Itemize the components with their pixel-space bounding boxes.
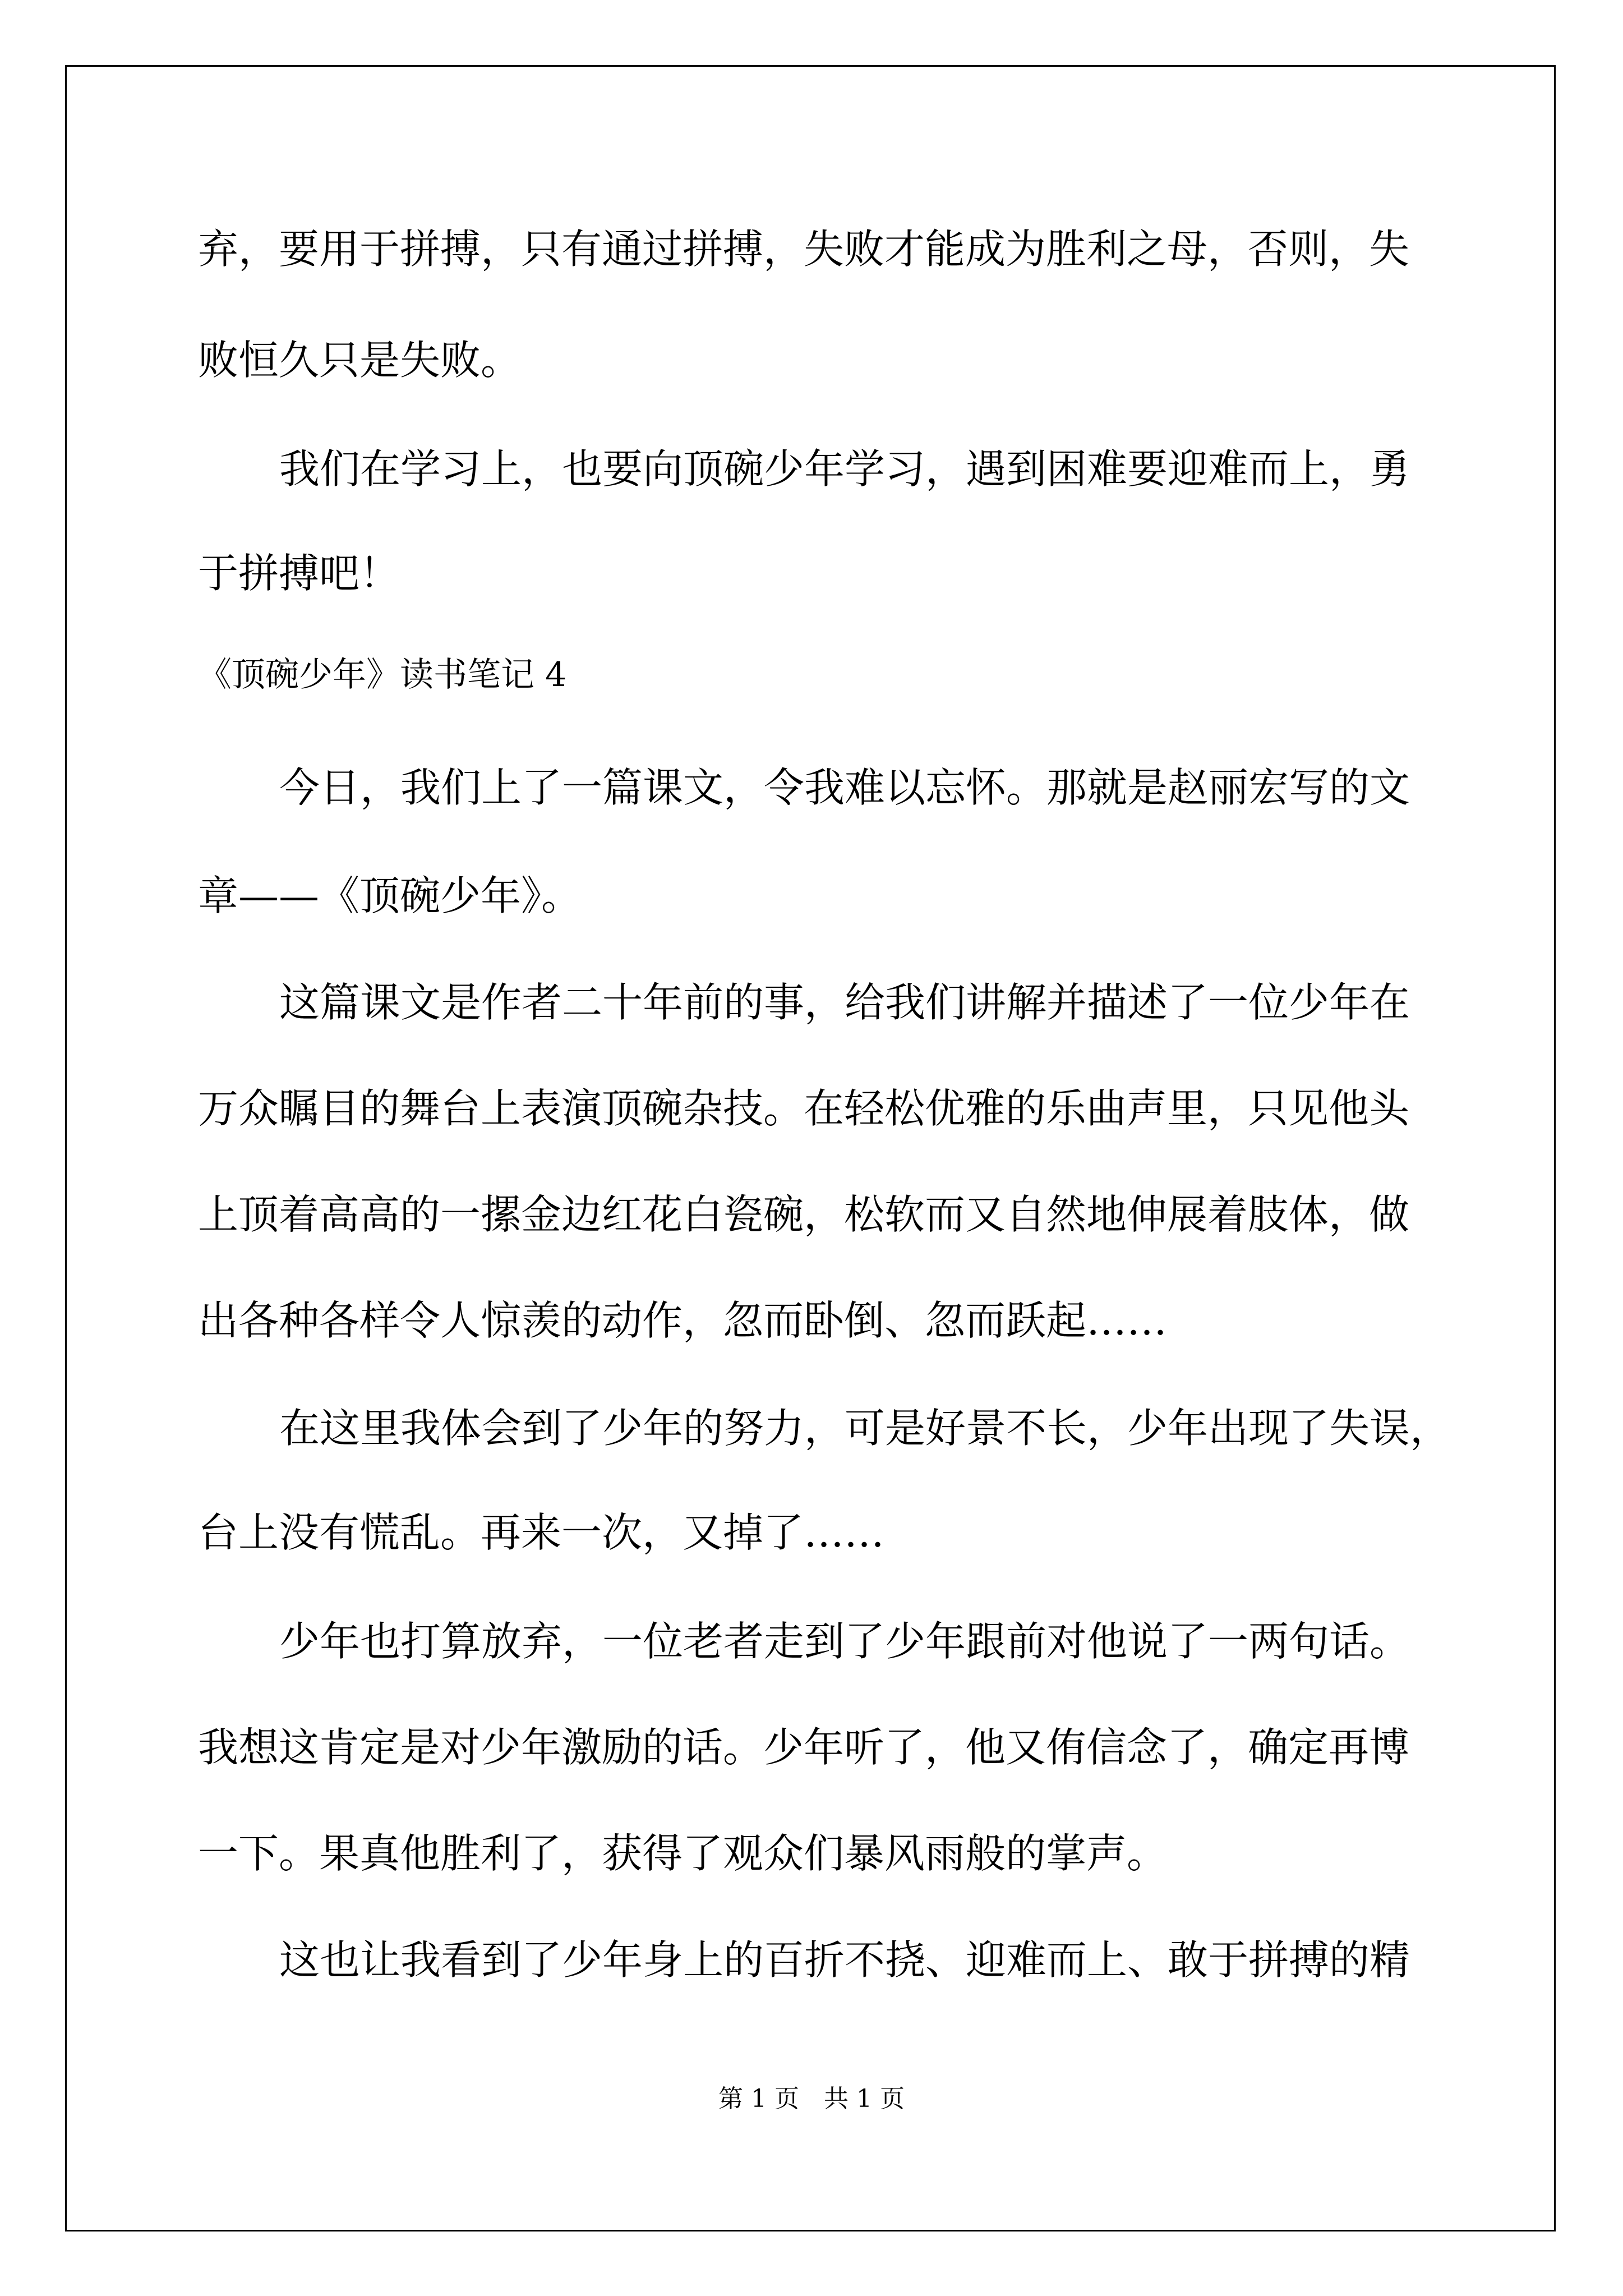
paragraph-line: 于拼搏吧！ [198,550,400,597]
paragraph-line: 这也让我看到了少年身上的百折不挠、迎难而上、敢于拼搏的精 [279,1936,1410,1984]
paragraph-line: 一下。果真他胜利了，获得了观众们暴风雨般的掌声。 [198,1830,1168,1877]
paragraph-line: 今日，我们上了一篇课文，令我难以忘怀。那就是赵丽宏写的文 [279,764,1410,811]
paragraph-line: 出各种各样令人惊羡的动作，忽而卧倒、忽而跃起…… [198,1297,1168,1344]
page-number-footer: 第 1 页 共 1 页 [718,2085,905,2113]
paragraph-line: 我想这肯定是对少年激励的话。少年听了，他又侑信念了，确定再博 [198,1724,1410,1771]
page-border [65,65,1556,2231]
paragraph-line: 这篇课文是作者二十年前的事，给我们讲解并描述了一位少年在 [279,979,1410,1026]
paragraph-line: 上顶着高高的一摞金边红花白瓷碗，松软而又自然地伸展着肢体，做 [198,1191,1410,1238]
section-heading: 《顶碗少年》读书笔记 4 [198,655,567,694]
paragraph-line: 台上没有慌乱。再来一次，又掉了…… [198,1509,885,1556]
paragraph-line: 在这里我体会到了少年的努力，可是好景不长，少年出现了失误， [279,1405,1451,1452]
paragraph-line: 章——《顶碗少年》。 [198,872,582,919]
paragraph-line: 我们在学习上，也要向顶碗少年学习，遇到困难要迎难而上，勇 [279,445,1410,493]
paragraph-line: 少年也打算放弃，一位老者走到了少年跟前对他说了一两句话。 [279,1618,1410,1665]
paragraph-line: 败恒久只是失败。 [198,337,522,384]
paragraph-line: 弃，要用于拼搏，只有通过拼搏，失败才能成为胜利之母，否则，失 [198,226,1410,273]
paragraph-line: 万众瞩目的舞台上表演顶碗杂技。在轻松优雅的乐曲声里，只见他头 [198,1085,1410,1132]
